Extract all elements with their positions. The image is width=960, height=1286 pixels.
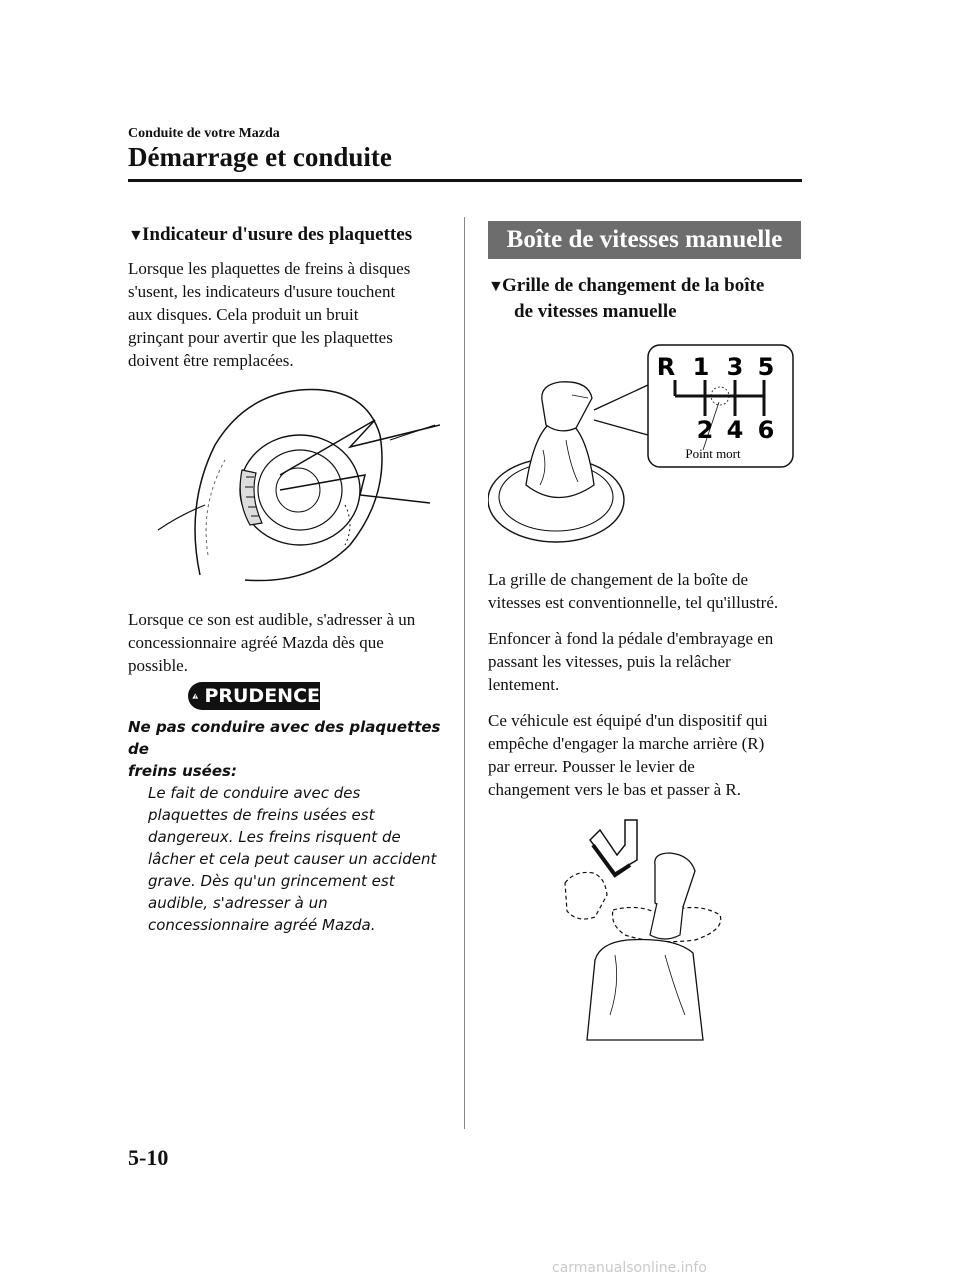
section-marker-icon: ▼ [488,278,504,295]
section-marker-icon: ▼ [128,227,144,244]
brake-wear-illustration [150,385,440,585]
shift-pattern-subheading: ▼Grille de changement de la boîte de vitesses manuelle [488,275,765,322]
gear-label-2: 2 [696,416,714,444]
reverse-shift-illustration [555,815,755,1045]
audible-sound-paragraph: Lorsque ce son est audible, s'adresser à un concessionnaire agréé Mazda dès que possible. [128,610,416,675]
caution-text: Ne pas conduire avec des plaquettes de freins usées: Le fait de conduire avec des plaquettes de freins usées est dangereux. Les freins risquent de lâcher et cela peut causer un accident grave. Dès qu'un grincement est audible, s'adresser à un concessionnaire agréé Mazda. [128,718,441,934]
running-head: Conduite de votre Mazda [128,126,280,141]
header-rule [128,179,802,182]
gear-label-3: 3 [726,353,744,381]
shift-pattern-paragraph: La grille de changement de la boîte de vitesses est conventionnelle, tel qu'illustré. [488,570,779,612]
manual-transmission-section-bar: Boîte de vitesses manuelle [488,221,801,259]
shift-pattern-illustration [488,340,798,560]
reverse-lockout-paragraph: Ce véhicule est équipé d'un dispositif qui empêche d'engager la marche arrière (R) par erreur. Pousser le levier de changement vers le bas et passer à R. [488,711,768,799]
column-divider [464,217,465,1129]
gear-label-4: 4 [726,416,744,444]
page-number: 5-10 [128,1145,169,1170]
warning-triangle-icon [192,684,198,708]
clutch-paragraph: Enfoncer à fond la pédale d'embrayage en passant les vitesses, puis la relâcher lentement. [488,629,774,694]
chapter-title: Démarrage et conduite [128,142,392,172]
neutral-label: Point mort [685,446,741,461]
gear-label-6: 6 [757,416,775,444]
gear-label-1: 1 [692,353,710,381]
gear-label-r: R [656,353,676,381]
section-heading-brake-wear: ▼Indicateur d'usure des plaquettes [128,222,448,248]
caution-badge: PRUDENCE [188,682,320,710]
gear-label-5: 5 [757,353,775,381]
brake-wear-paragraph: Lorsque les plaquettes de freins à disques s'usent, les indicateurs d'usure touchent aux disques. Cela produit un bruit grinçant pour avertir que les plaquettes doivent être remplacées. [128,259,411,370]
watermark: carmanualsonline.info [552,1260,707,1276]
